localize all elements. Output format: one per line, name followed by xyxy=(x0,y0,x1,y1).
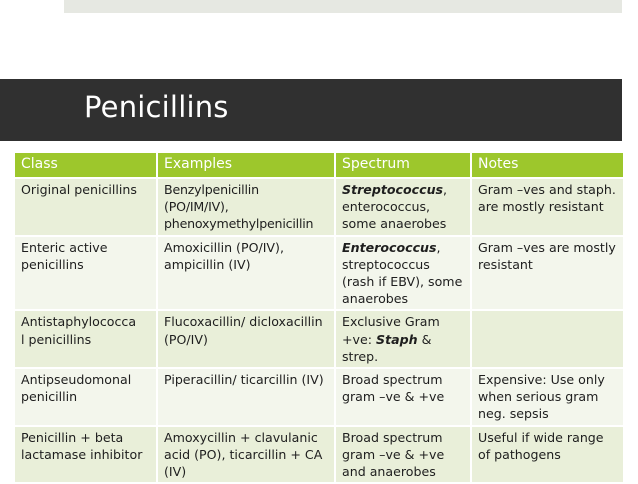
cell-spectrum xyxy=(335,426,471,484)
cell-examples: Amoxycillin + clavulanic acid (PO), ticarcillin + CA (IV) xyxy=(157,426,335,484)
table-row xyxy=(14,310,624,368)
cell-notes xyxy=(471,310,624,368)
cell-class xyxy=(14,310,157,368)
examples-line: (PO/IM/IV), xyxy=(164,199,229,215)
spectrum-line: and anaerobes xyxy=(342,464,436,480)
cell-class: Original penicillins xyxy=(14,178,157,236)
organism-emphasis: Streptococcus xyxy=(342,182,444,197)
cell-spectrum xyxy=(335,236,471,311)
table-row xyxy=(14,426,624,484)
organism-emphasis: Enterococcus xyxy=(342,239,437,255)
cell-notes: Gram –ves are mostly resistant xyxy=(471,236,624,311)
class-line: l penicillins xyxy=(21,331,92,347)
penicillins-table xyxy=(13,151,625,484)
spectrum-text: & strep. xyxy=(342,331,432,364)
cell-notes: Expensive: Use only when serious gram neg. sepsis xyxy=(471,368,624,426)
cell-class: Penicillin + beta lactamase inhibitor xyxy=(14,426,157,484)
top-decorative-bar xyxy=(64,0,622,13)
cell-notes: Gram –ves and staph. are mostly resistant xyxy=(471,178,624,236)
cell-spectrum xyxy=(335,178,471,236)
header-examples: Examples xyxy=(157,152,335,178)
organism-emphasis: Staph xyxy=(376,331,418,347)
cell-notes: Useful if wide range of pathogens xyxy=(471,426,624,484)
spectrum-line: gram –ve & +ve xyxy=(342,446,445,462)
table-row xyxy=(14,178,624,236)
table-header-row xyxy=(14,152,624,178)
header-class: Class xyxy=(14,152,157,178)
cell-examples: Flucoxacillin/ dicloxacillin (PO/IV) xyxy=(157,310,335,368)
cell-class: Enteric active penicillins xyxy=(14,236,157,311)
cell-examples: Piperacillin/ ticarcillin (IV) xyxy=(157,368,335,426)
examples-line: phenoxymethylpenicillin xyxy=(164,216,314,232)
table-row xyxy=(14,236,624,311)
spectrum-text: Exclusive Gram +ve: xyxy=(342,314,440,347)
examples-line: Benzylpenicillin xyxy=(164,182,259,197)
slide-title: Penicillins xyxy=(84,90,229,124)
cell-examples xyxy=(157,178,335,236)
header-notes: Notes xyxy=(471,152,624,178)
cell-class: Antipseudomonal penicillin xyxy=(14,368,157,426)
header-spectrum: Spectrum xyxy=(335,152,471,178)
cell-examples: Amoxicillin (PO/IV), ampicillin (IV) xyxy=(157,236,335,311)
spectrum-line: Broad spectrum xyxy=(342,429,443,445)
spectrum-text: , streptococcus (rash if EBV), some anaerobes xyxy=(342,239,463,307)
class-line: Antistaphylococca xyxy=(21,314,137,330)
spectrum-text: , enterococcus, some anaerobes xyxy=(342,182,448,232)
table-row xyxy=(14,368,624,426)
cell-spectrum xyxy=(335,310,471,368)
cell-spectrum: Broad spectrum gram –ve & +ve xyxy=(335,368,471,426)
